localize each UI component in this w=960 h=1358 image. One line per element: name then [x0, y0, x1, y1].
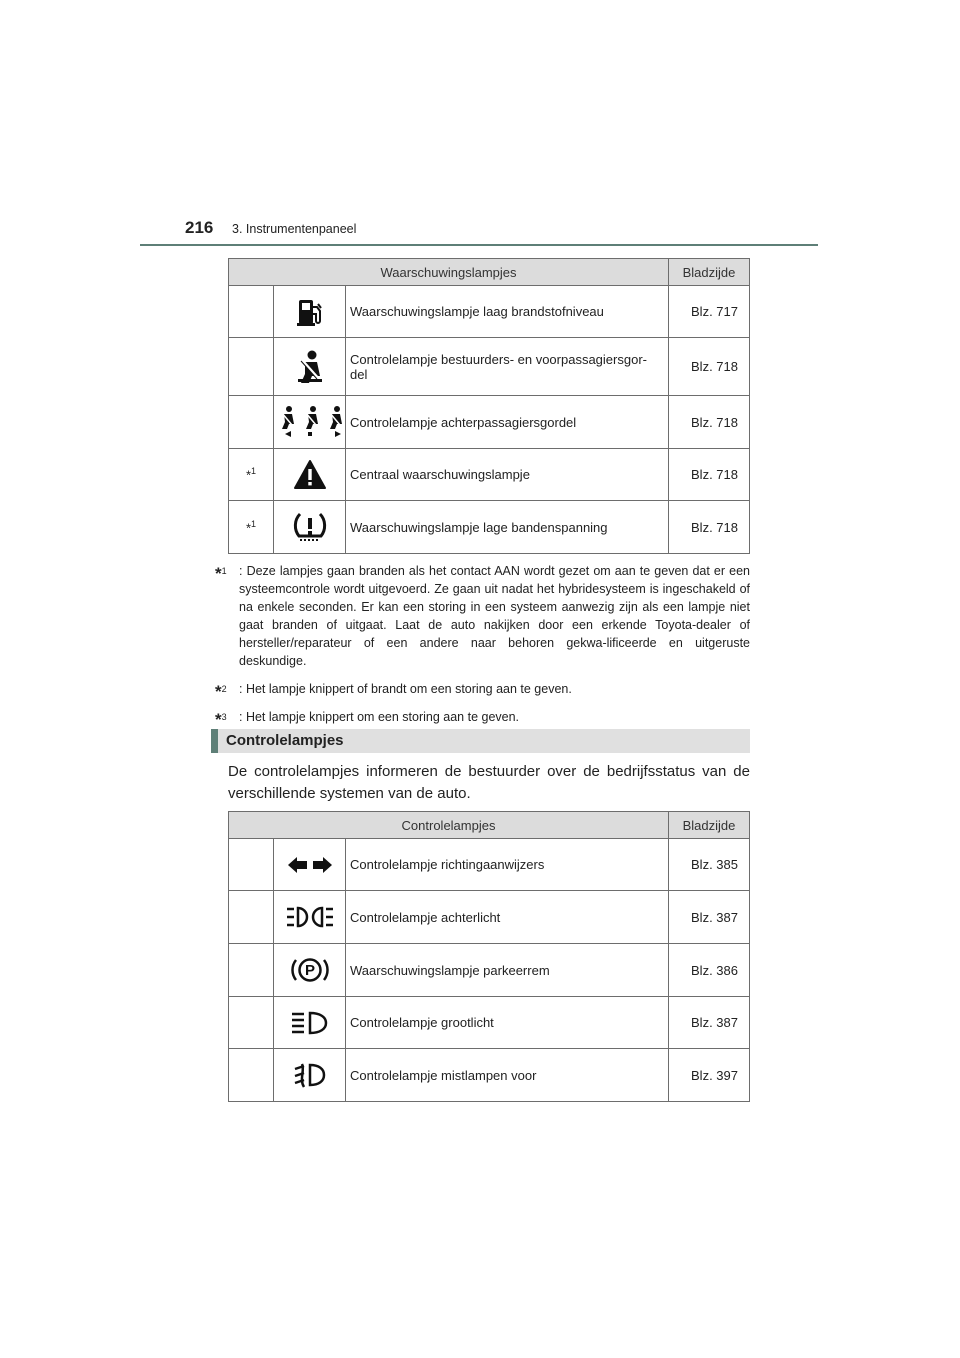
table-row: [229, 501, 750, 554]
lamp-description: Waarschuwingslampje lage bandenspanning: [346, 501, 669, 554]
lamp-description: Controlelampje bestuurders- en voorpassagiersgor-del: [346, 338, 669, 396]
footnote-mark: *$^1$: [215, 564, 227, 584]
table-row: [229, 1049, 750, 1102]
footnote-cell: [229, 396, 274, 449]
footnote-text: : Het lampje knippert om een storing aan te geven.: [239, 710, 520, 724]
column-header-lamps: Waarschuwingslampjes: [229, 259, 669, 286]
page-number: 216: [185, 218, 214, 237]
lamp-description: Controlelampje richtingaanwijzers: [346, 839, 669, 891]
lamp-description: Controlelampje achterlicht: [346, 891, 669, 944]
column-header-page: Bladzijde: [669, 812, 750, 839]
footnotes: [215, 562, 750, 732]
section-heading: [211, 729, 750, 753]
lamp-description: Controlelampje grootlicht: [346, 997, 669, 1049]
footnote-cell: [229, 338, 274, 396]
footnote-cell: [229, 286, 274, 338]
lamp-description: Centraal waarschuwingslampje: [346, 449, 669, 501]
high-beam-icon: [290, 1009, 330, 1037]
lamp-description: Waarschuwingslampje parkeerrem: [346, 944, 669, 997]
indicator-lamps-table: [228, 811, 750, 1102]
page-reference: Blz. 718: [669, 396, 750, 449]
seatbelt-icon: [293, 348, 327, 386]
fuel-icon: [293, 295, 327, 329]
table-row: [229, 396, 750, 449]
header-rule: [140, 244, 818, 246]
section-intro: De controlelampjes informeren de bestuurder over de bedrijfsstatus van de verschillende systemen van de auto.: [228, 763, 750, 802]
table-row: [229, 839, 750, 891]
table-row: [229, 286, 750, 338]
warning-lamps-table: [228, 258, 750, 554]
footnote: [215, 708, 750, 730]
page-reference: Blz. 717: [669, 286, 750, 338]
parking-brake-icon: [290, 954, 330, 986]
footnote-cell: $*_1$: [229, 501, 274, 554]
table-row: [229, 944, 750, 997]
section-heading-bar: [211, 729, 218, 753]
page-reference: Blz. 718: [669, 449, 750, 501]
table-row: [229, 891, 750, 944]
page-reference: Blz. 718: [669, 338, 750, 396]
table-header-row: [229, 812, 750, 839]
rear-seatbelt-icon: [275, 405, 345, 439]
footnote: [215, 680, 750, 702]
table-row: [229, 997, 750, 1049]
lamp-description: Waarschuwingslampje laag brandstofniveau: [346, 286, 669, 338]
svg-text:P: P: [304, 962, 315, 979]
table-row: [229, 449, 750, 501]
footnote-cell: $*_1$: [229, 449, 274, 501]
section-heading-text: Controlelampjes: [226, 732, 344, 749]
page-reference: Blz. 387: [669, 891, 750, 944]
lamp-description: Controlelampje achterpassagiersgordel: [346, 396, 669, 449]
page-reference: Blz. 387: [669, 997, 750, 1049]
tire-pressure-icon: [292, 510, 328, 544]
page-reference: Blz. 386: [669, 944, 750, 997]
chapter-title: 3. Instrumentenpaneel: [232, 222, 357, 236]
footnote-text: : Deze lampjes gaan branden als het contact AAN wordt gezet om aan te geven dat er een systeemcontrole wordt uitgevoerd. Ze gaan uit nadat het hybridesysteem is ingeschakeld of na enkele seconden. Er kan een storing in een systeem aanwezig zijn als een lampje niet gaat branden of uitgaat. Laat de auto nakijken door een erkende Toyota-dealer of hersteller/reparateur of een andere naar behoren gekwa-lificeerde en uitgeruste deskundige.: [239, 564, 750, 668]
column-header-lamps: Controlelampjes: [229, 812, 669, 839]
footnote: [215, 562, 750, 670]
page-reference: Blz. 718: [669, 501, 750, 554]
page-reference: Blz. 397: [669, 1049, 750, 1102]
footnote-mark: *$^3$: [215, 710, 227, 730]
lamp-description: Controlelampje mistlampen voor: [346, 1049, 669, 1102]
table-header-row: [229, 259, 750, 286]
table-row: [229, 338, 750, 396]
footnote-text: : Het lampje knippert of brandt om een storing aan te geven.: [239, 682, 572, 696]
column-header-page: Bladzijde: [669, 259, 750, 286]
master-warning-icon: [293, 459, 327, 491]
front-fog-icon: [292, 1061, 328, 1089]
turn-signal-icon: [286, 854, 334, 876]
page-reference: Blz. 385: [669, 839, 750, 891]
footnote-mark: *$^2$: [215, 682, 227, 702]
tail-light-icon: [285, 904, 335, 930]
